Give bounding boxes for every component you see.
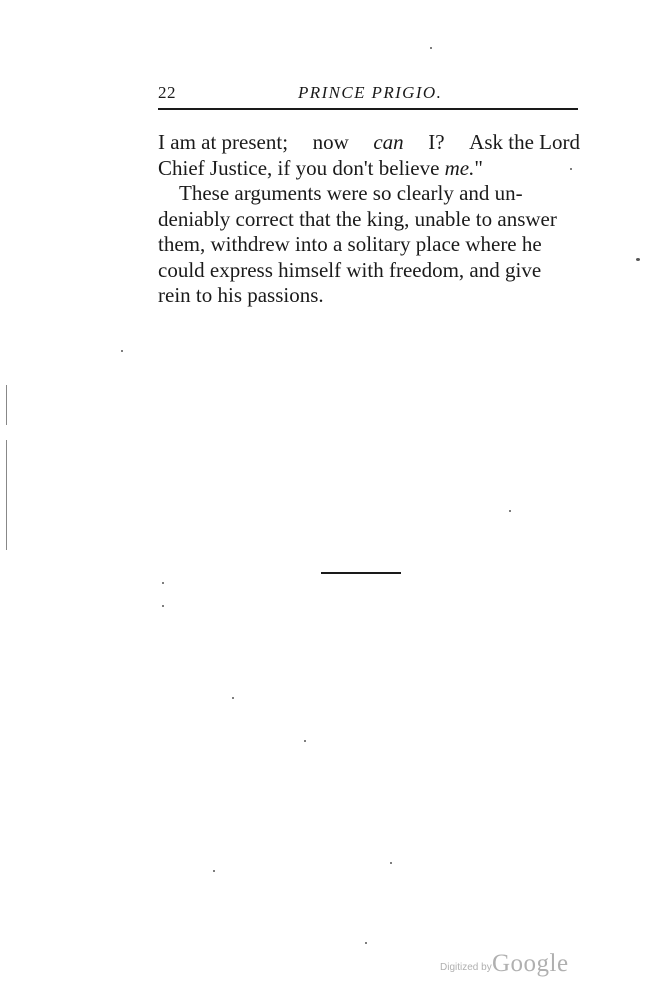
text-line-1 [158,130,580,156]
paragraph-line-3: them, withdrew into a solitary place where he [158,232,542,256]
text-line-2 [158,156,580,182]
page-number: 22 [158,83,176,102]
watermark-prefix: Digitized by [440,962,492,973]
scan-speck [121,350,123,352]
scan-speck [304,740,306,742]
digitized-by-google-watermark [440,952,640,982]
scan-speck [430,47,432,49]
google-logo: Google [492,950,569,977]
scan-speck [162,582,164,584]
text-line-1-part-1: I am at present; [158,130,289,154]
text-line-2-part-1: Chief Justice, if you don't believe [158,155,445,180]
header-rule [158,108,578,110]
body-text [158,130,580,309]
paragraph-line-4: could express himself with freedom, and give [158,257,542,282]
text-line-1-part-5: Ask the Lord [469,130,580,154]
scan-speck [232,697,234,699]
running-header [158,82,578,104]
scan-speck [213,870,215,872]
scan-speck [636,258,640,261]
scan-speck [365,942,367,944]
paragraph-line-1 [158,181,580,207]
scan-speck [570,168,572,170]
text-line-1-emphasis: can [373,130,404,154]
text-line-1-part-2: now [312,130,349,154]
scan-speck [509,510,511,512]
scan-speck [390,862,392,864]
scan-speck [162,605,164,607]
scan-edge-mark [6,385,7,425]
text-line-2-emphasis: me. [444,155,475,180]
text-line-1-part-4: I? [428,130,445,154]
end-of-chapter-rule [321,572,401,574]
paragraph-line-5: rein to his passions. [158,283,324,307]
paragraph-line-1-text: These arguments were so clearly and un- [179,181,523,205]
paragraph-line-2: deniably correct that the king, unable to answer [158,206,557,231]
text-line-2-closing-quote: " [474,155,483,180]
running-title: PRINCE PRIGIO. [298,83,443,102]
scan-edge-mark [6,440,7,550]
